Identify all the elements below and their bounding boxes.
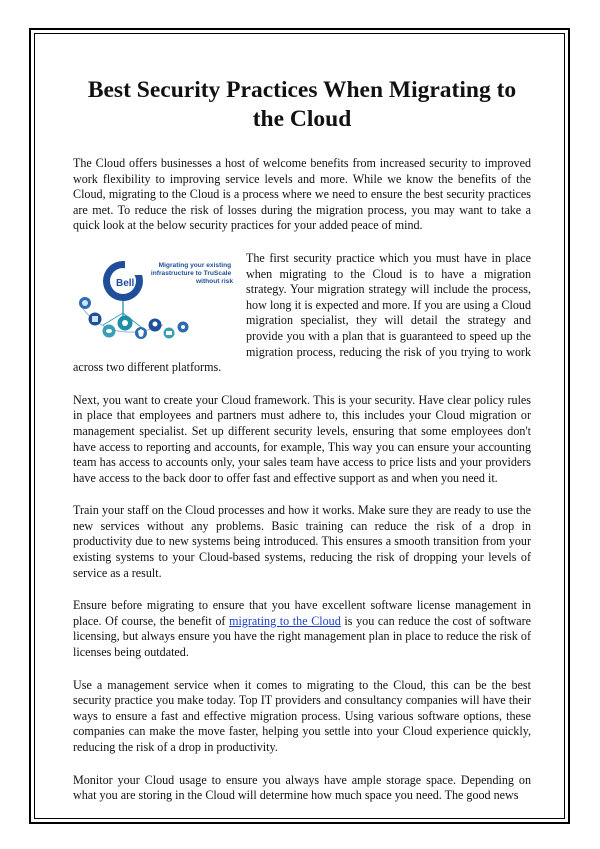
network-icon bbox=[118, 315, 133, 330]
shield-icon bbox=[135, 327, 147, 339]
figure-caption-line: without risk bbox=[196, 277, 233, 285]
migrating-to-cloud-link[interactable]: migrating to the Cloud bbox=[229, 613, 341, 628]
server-icon bbox=[89, 312, 102, 325]
paragraph-monitoring: Monitor your Cloud usage to ensure you always have ample storage space. Depending on what you are storing in the Cloud will determine how much space you need. The good news bbox=[73, 772, 531, 803]
gear-icon bbox=[178, 321, 189, 332]
paragraph-strategy bbox=[73, 251, 531, 376]
licensing-text-after: is you can reduce the cost of software licensing, but always ensure you have the right management plan in place to reduce the risk of licenses being outdated. bbox=[73, 613, 531, 660]
bell-logo-text: Bell bbox=[116, 277, 135, 289]
licensing-text-before: Ensure before migrating to ensure that you have excellent software license management in place. Of course, the benefit of bbox=[73, 598, 531, 628]
paragraph-strategy-text: The first security practice which you must have in place when migrating to the Cloud is to have a migration strategy. Your migration strategy will include the process, how long it is expected and more. If you are using a Cloud migration specialist, they will detail the strategy and provide you with a plan that is guaranteed to speed up the migration process, reducing the risk of you trying to work across two different platforms. bbox=[73, 250, 531, 375]
article bbox=[73, 76, 531, 821]
paragraph-framework: Next, you want to create your Cloud framework. This is your security. Have clear policy rules in place that employees and partners must adhere to, this includes your Cloud migration or management specialist. Set up different security levels, ensuring that some employees don't have access to reporting and accounts, for example, This way you can ensure your accounting team has access to accounts only, your sales team have access to price lists and your providers have access to the back door to offer fast and effective support as and when you need it. bbox=[73, 392, 531, 485]
infographic-illustration bbox=[73, 253, 236, 345]
cloud-icon bbox=[79, 297, 91, 309]
laptop-icon bbox=[164, 327, 175, 338]
figure-caption-line: Migrating your existing bbox=[158, 261, 232, 269]
users-icon bbox=[149, 318, 162, 331]
paragraph-management: Use a management service when it comes to migrating to the Cloud, this can be the best security practice you make today. Top IT providers and consultancy companies will have their ways to ensure a fast and effective migration process. Using various software options, these companies can make the move faster, helping you settle into your Cloud experience quickly, reducing the risk of a drop in productivity. bbox=[73, 677, 531, 754]
paragraph-intro: The Cloud offers businesses a host of welcome benefits from increased security to improved work flexibility to improving service levels and more. While we know the benefits of the Cloud, migrating to the Cloud is a process where we need to ensure the best security practices are met. To reduce the risk of losses during the migration process, you may want to take a quick look at the below security practices for your added peace of mind. bbox=[73, 156, 531, 233]
figure-caption-line: infrastructure to TruScale bbox=[150, 269, 232, 277]
database-icon bbox=[103, 324, 116, 337]
paragraph-licensing bbox=[73, 598, 531, 660]
paragraph-training: Train your staff on the Cloud processes and how it works. Make sure they are ready to use the new services without any problems. Basic training can reduce the risk of a drop in productivity due to new systems being introduced. This ensures a smooth transition from your existing systems to your Cloud-based systems, reducing the risk of dropping your levels of service as a result. bbox=[73, 503, 531, 580]
article-title: Best Security Practices When Migrating to the Cloud bbox=[87, 77, 517, 132]
figure-caption bbox=[151, 262, 233, 285]
infographic-figure bbox=[73, 253, 236, 345]
